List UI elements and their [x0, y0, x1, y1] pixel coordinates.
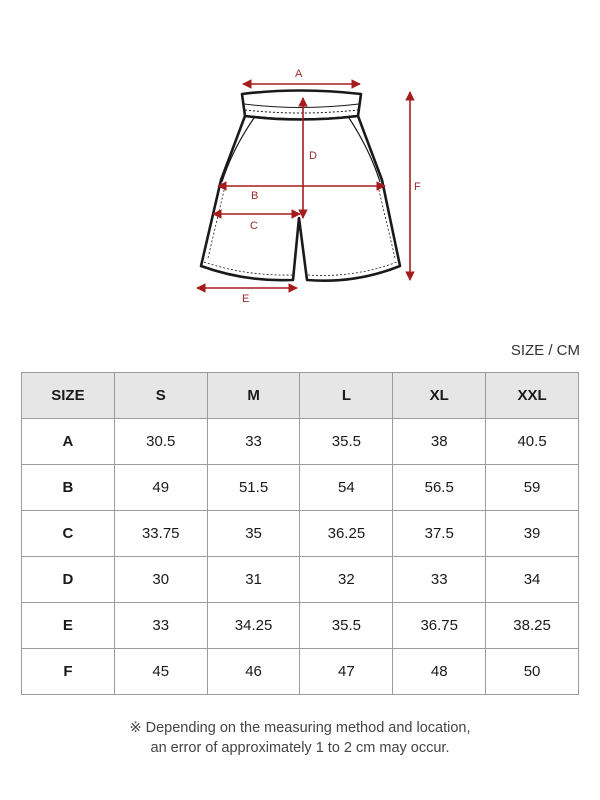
- table-header-row: [22, 373, 579, 419]
- shorts-body: [201, 116, 400, 281]
- dimension-a-label: A: [295, 68, 303, 80]
- header-m: M: [207, 373, 300, 419]
- table-cell: 47: [300, 649, 393, 695]
- table-cell: 46: [207, 649, 300, 695]
- table-cell: 33.75: [114, 511, 207, 557]
- size-chart-table: [21, 372, 579, 695]
- table-cell: 31: [207, 557, 300, 603]
- row-label: A: [22, 419, 115, 465]
- table-cell: 36.25: [300, 511, 393, 557]
- note-line-2: an error of approximately 1 to 2 cm may occur.: [150, 740, 450, 756]
- table-row: [22, 419, 579, 465]
- table-row: [22, 511, 579, 557]
- table-cell: 33: [114, 603, 207, 649]
- row-label: F: [22, 649, 115, 695]
- header-s: S: [114, 373, 207, 419]
- table-cell: 56.5: [393, 465, 486, 511]
- table-cell: 30: [114, 557, 207, 603]
- row-label: C: [22, 511, 115, 557]
- table-cell: 35.5: [300, 603, 393, 649]
- table-row: [22, 649, 579, 695]
- table-cell: 30.5: [114, 419, 207, 465]
- table-cell: 37.5: [393, 511, 486, 557]
- header-size: SIZE: [22, 373, 115, 419]
- dimension-e-label: E: [242, 293, 250, 305]
- note-line-1: ※ Depending on the measuring method and location,: [129, 720, 471, 736]
- table-cell: 35: [207, 511, 300, 557]
- table-cell: 38.25: [486, 603, 579, 649]
- unit-label: SIZE / CM: [510, 342, 580, 359]
- dimension-f-label: F: [414, 181, 421, 193]
- table-cell: 33: [393, 557, 486, 603]
- row-label: E: [22, 603, 115, 649]
- row-label: B: [22, 465, 115, 511]
- header-l: L: [300, 373, 393, 419]
- table-cell: 36.75: [393, 603, 486, 649]
- row-label: D: [22, 557, 115, 603]
- table-cell: 39: [486, 511, 579, 557]
- table-cell: 49: [114, 465, 207, 511]
- table-cell: 51.5: [207, 465, 300, 511]
- table-row: [22, 557, 579, 603]
- table-cell: 50: [486, 649, 579, 695]
- header-xxl: XXL: [486, 373, 579, 419]
- table-cell: 54: [300, 465, 393, 511]
- measurement-note: [0, 718, 600, 758]
- table-cell: 35.5: [300, 419, 393, 465]
- dimension-b-label: B: [251, 190, 259, 202]
- table-cell: 32: [300, 557, 393, 603]
- waistband: [242, 91, 361, 120]
- table-row: [22, 603, 579, 649]
- dimension-d-label: D: [309, 150, 317, 162]
- table-cell: 38: [393, 419, 486, 465]
- table-cell: 45: [114, 649, 207, 695]
- header-xl: XL: [393, 373, 486, 419]
- table-cell: 40.5: [486, 419, 579, 465]
- table-cell: 33: [207, 419, 300, 465]
- table-cell: 34: [486, 557, 579, 603]
- table-row: [22, 465, 579, 511]
- table-cell: 34.25: [207, 603, 300, 649]
- dimension-c-label: C: [250, 220, 258, 232]
- shorts-measurement-diagram: [0, 0, 600, 320]
- table-cell: 59: [486, 465, 579, 511]
- table-cell: 48: [393, 649, 486, 695]
